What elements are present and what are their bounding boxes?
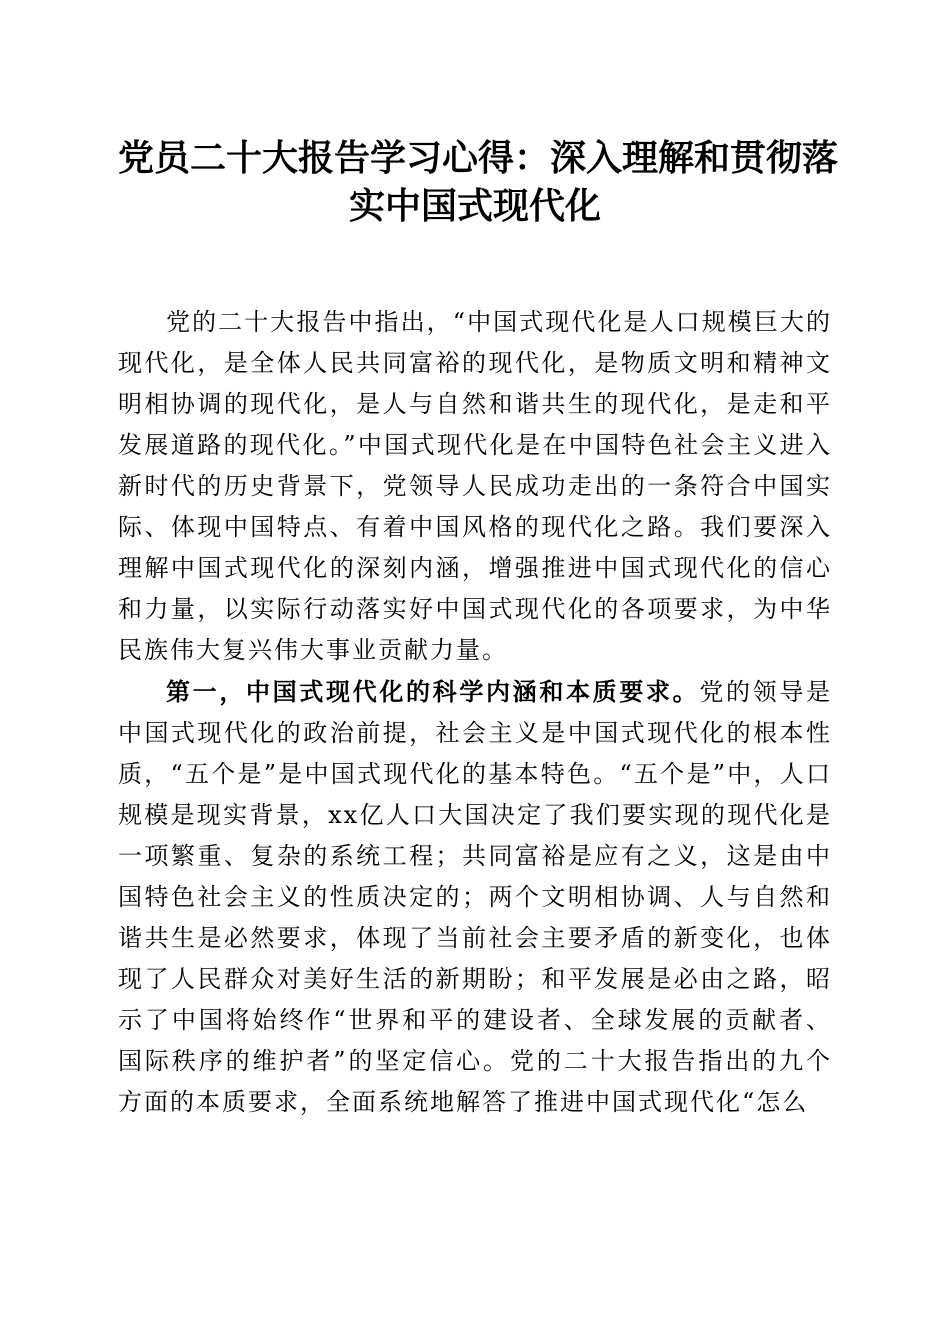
document-body <box>118 302 832 1123</box>
paragraph-first-point <box>118 671 832 1123</box>
title-line-2: 实中国式现代化 <box>348 185 601 227</box>
title-line-1: 党员二十大报告学习心得：深入理解和贯彻落 <box>118 137 839 179</box>
paragraph-intro <box>118 302 832 671</box>
document-title <box>118 134 839 230</box>
paragraph-first-point-text: 党的领导是中国式现代化的政治前提，社会主义是中国式现代化的根本性质，“五个是”是中国式现代化的基本特色。“五个是”中，人口规模是现实背景，xx亿人口大国决定了我们要实现的现代化是一项繁重、复杂的系统工程；共同富裕是应有之义，这是由中国特色社会主义的性质决定的；两个文明相协调、人与自然和谐共生是必然要求，体现了当前社会主要矛盾的新变化，也体现了人民群众对美好生活的新期盼；和平发展是必由之路，昭示了中国将始终作“世界和平的建设者、全球发展的贡献者、国际秩序的维护者”的坚定信心。党的二十大报告指出的九个方面的本质要求，全面系统地解答了推进中国式现代化“怎么 <box>118 678 833 1116</box>
document-page <box>118 134 839 1123</box>
paragraph-intro-text: 党的二十大报告中指出，“中国式现代化是人口规模巨大的现代化，是全体人民共同富裕的现代化，是物质文明和精神文明相协调的现代化，是人与自然和谐共生的现代化，是走和平发展道路的现代化。”中国式现代化是在中国特色社会主义进入新时代的历史背景下，党领导人民成功走出的一条符合中国实际、体现中国特点、有着中国风格的现代化之路。我们要深入理解中国式现代化的深刻内涵，增强推进中国式现代化的信心和力量，以实际行动落实好中国式现代化的各项要求，为中华民族伟大复兴伟大事业贡献力量。 <box>118 308 832 664</box>
paragraph-first-point-lead: 第一，中国式现代化的科学内涵和本质要求。 <box>166 677 700 706</box>
